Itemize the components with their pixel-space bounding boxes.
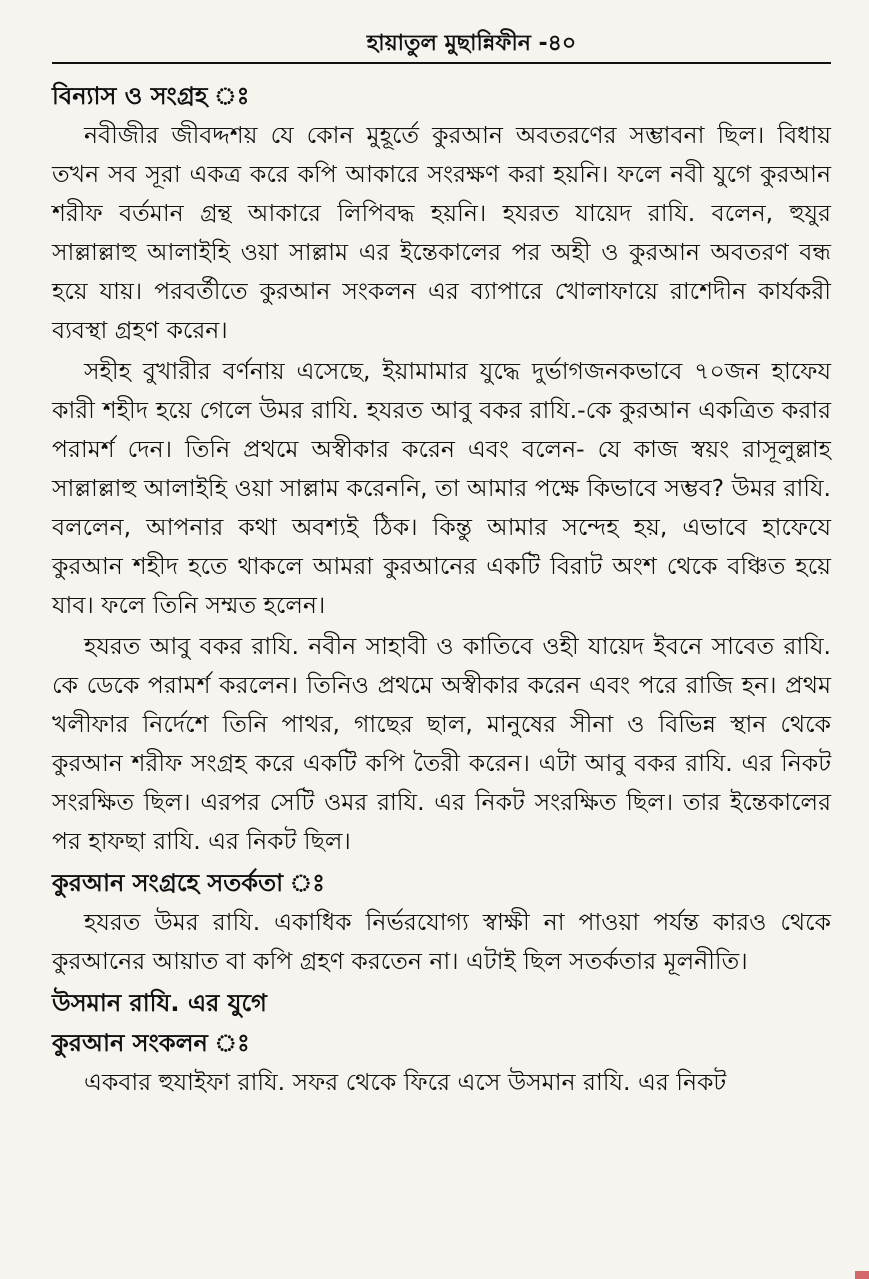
section-heading: বিন্যাস ও সংগ্রহ ঃ (52, 82, 250, 110)
paragraph: হযরত উমর রাযি. একাধিক নির্ভরযোগ্য স্বাক্ষী না পাওয়া পর্যন্ত কারও থেকে কুরআনের আয়াত বা কপি গ্রহণ করতেন না। এটাই ছিল সতর্কতার মূলনীতি। (52, 908, 831, 975)
running-header: হায়াতুল মুছান্নিফীন -৪০ (366, 31, 577, 56)
section-caution (52, 865, 831, 981)
section-arrangement (52, 78, 831, 861)
page-corner-mark (855, 1271, 869, 1279)
section-compilation (52, 1025, 831, 1102)
section-heading: কুরআন সংকলন ঃ (52, 1029, 250, 1057)
header-rule (52, 62, 831, 64)
section-heading: কুরআন সংগ্রহে সতর্কতা ঃ (52, 869, 325, 897)
section-heading: উসমান রাযি. এর যুগে (52, 989, 267, 1017)
paragraph: হযরত আবু বকর রাযি. নবীন সাহাবী ও কাতিবে ওহী যায়েদ ইবনে সাবেত রাযি. কে ডেকে পরামর্শ করলেন। তিনিও প্রথমে অস্বীকার করেন এবং পরে রাজি হন। প্রথম খলীফার নির্দেশে তিনি পাথর, গাছের ছাল, মানুষের সীনা ও বিভিন্ন স্থান থেকে কুরআন শরীফ সংগ্রহ করে একটি কপি তৈরী করেন। এটা আবু বকর রাযি. এর নিকট সংরক্ষিত ছিল। এরপর সেটি ওমর রাযি. এর নিকট সংরক্ষিত ছিল। তার ইন্তেকালের পর হাফছা রাযি. এর নিকট ছিল। (52, 632, 831, 855)
paragraph: একবার হুযাইফা রাযি. সফর থেকে ফিরে এসে উসমান রাযি. এর নিকট (84, 1068, 727, 1096)
section-uthman-era (52, 985, 831, 1021)
paragraph: সহীহ বুখারীর বর্ণনায় এসেছে, ইয়ামামার যুদ্ধে দুর্ভাগজনকভাবে ৭০জন হাফেয কারী শহীদ হয়ে গেলে উমর রাযি. হযরত আবু বকর রাযি.-কে কুরআন একত্রিত করার পরামর্শ দেন। তিনি প্রথমে অস্বীকার করেন এবং বলেন- যে কাজ স্বয়ং রাসূলুল্লাহ সাল্লাল্লাহু আলাইহি ওয়া সাল্লাম করেননি, তা আমার পক্ষে কিভাবে সম্ভব? উমর রাযি. বললেন, আপনার কথা অবশ্যই ঠিক। কিন্তু আমার সন্দেহ হয়, এভাবে হাফেযে কুরআন শহীদ হতে থাকলে আমরা কুরআনের একটি বিরাট অংশ থেকে বঞ্চিত হয়ে যাব। ফলে তিনি সম্মত হলেন। (52, 357, 831, 619)
paragraph: নবীজীর জীবদ্দশয় যে কোন মুহূর্তে কুরআন অবতরণের সম্ভাবনা ছিল। বিধায় তখন সব সূরা একত্র করে কপি আকারে সংরক্ষণ করা হয়নি। ফলে নবী যুগে কুরআন শরীফ বর্তমান গ্রন্থ আকারে লিপিবদ্ধ হয়নি। হযরত যায়েদ রাযি. বলেন, হুযুর সাল্লাল্লাহু আলাইহি ওয়া সাল্লাম এর ইন্তেকালের পর অহী ও কুরআন অবতরণ বন্ধ হয়ে যায়। পরবর্তীতে কুরআন সংকলন এর ব্যাপারে খোলাফায়ে রাশেদীন কার্যকরী ব্যবস্থা গ্রহণ করেন। (52, 121, 831, 344)
